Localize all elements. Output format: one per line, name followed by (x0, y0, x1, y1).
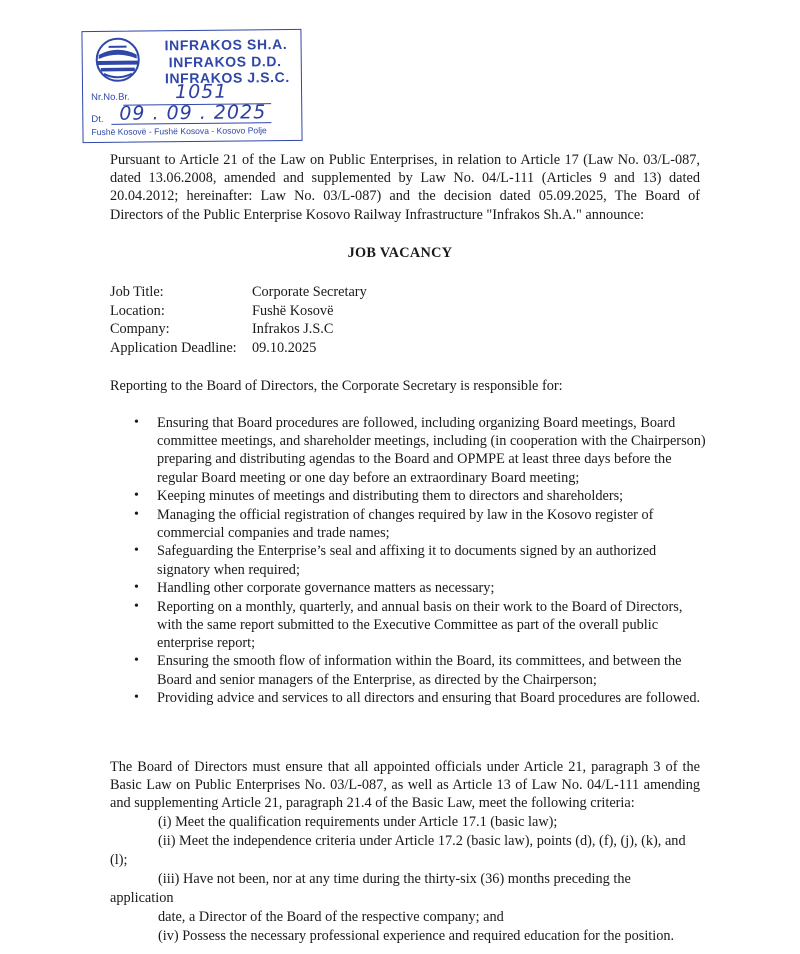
stamp-date-row (91, 114, 103, 125)
stamp-address: Fushë Kosovë - Fushë Kosova - Kosovo Polje (91, 125, 267, 138)
job-details (110, 283, 367, 357)
detail-label: Job Title: (110, 284, 164, 300)
intro-paragraph: Pursuant to Article 21 of the Law on Public Enterprises, in relation to Article 17 (Law No. 03/L-087, dated 13.06.2008, amended and supplemented by Law No. 04/L-111 (Articles 9 and 13) dated 20.04.2012; hereinafter: Law No. 03/L-087) and the decision dated 05.09.2025, The Board of Directors of the Public Enterprise Kosovo Railway Infrastructure "Infrakos Sh.A." announce: (110, 152, 700, 223)
criterion-iii: (iii) Have not been, nor at any time during the thirty-six (36) months preceding the (158, 871, 631, 887)
duty-item: • Ensuring that Board procedures are followed, including organizing Board meetings, Board committee meetings, and shareholder meetings, including (in cooperation with the Chairperson) preparing and distributing agendas to the Board and OPMPE at least three days before the regular Board meeting or one day before an extraordinary Board meeting; (110, 414, 710, 487)
duty-item: • Managing the official registration of changes required by law in the Kosovo register of commercial companies and trade names; (110, 506, 710, 542)
stamp-company-names (164, 36, 289, 87)
criterion-ii: (ii) Meet the independence criteria under Article 17.2 (basic law), points (d), (f), (j), (k), and (158, 833, 686, 849)
company-stamp (81, 29, 302, 143)
criterion-ii-wrap: (l); (110, 852, 128, 868)
stamp-number-row (91, 92, 130, 103)
detail-label: Company: (110, 321, 170, 338)
stamp-name-sq: INFRAKOS SH.A. (164, 36, 288, 54)
stamp-number-value: 1051 (174, 80, 228, 104)
duties-list (110, 414, 710, 708)
duty-item: • Handling other corporate governance matters as necessary; (110, 579, 710, 597)
detail-label: Application Deadline: (110, 339, 237, 356)
criterion-iii-wrap: application (110, 890, 174, 906)
criterion-iv: (iv) Possess the necessary professional experience and required education for the position. (158, 928, 675, 944)
detail-row-location (110, 302, 367, 321)
stamp-date-label: Dt. (91, 113, 104, 126)
duty-item: • Reporting on a monthly, quarterly, and annual basis on their work to the Board of Directors, with the same report submitted to the Executive Committee as part of the overall public enterprise report; (110, 598, 710, 653)
duty-item: • Keeping minutes of meetings and distributing them to directors and shareholders; (110, 487, 710, 505)
detail-value: Fushë Kosovë (252, 302, 334, 319)
detail-row-job-title (110, 283, 367, 302)
criterion-iii-continued: date, a Director of the Board of the respective company; and (158, 909, 504, 925)
detail-value: Corporate Secretary (252, 284, 367, 300)
criterion-i: (i) Meet the qualification requirements under Article 17.1 (basic law); (158, 814, 558, 830)
detail-row-company (110, 320, 367, 339)
detail-value: Infrakos J.S.C (252, 321, 334, 338)
reporting-paragraph: Reporting to the Board of Directors, the Corporate Secretary is responsible for: (110, 378, 563, 394)
stamp-name-en: INFRAKOS J.S.C. (164, 68, 290, 87)
criteria-intro-paragraph: The Board of Directors must ensure that all appointed officials under Article 21, paragraph 3 of the Basic Law on Public Enterprises No. 03/L-087, as well as Article 13 of Law No. 04/L-111 amending and supplementing Article 21, paragraph 21.4 of the Basic Law, meet the following criteria: (110, 759, 700, 812)
duty-item: • Safeguarding the Enterprise’s seal and affixing it to documents signed by an authorized signatory when required; (110, 542, 710, 578)
stamp-date-value: 09 . 09 . 2025 (119, 101, 267, 125)
duty-item: • Ensuring the smooth flow of information within the Board, its committees, and between the Board and senior managers of the Enterprise, as directed by the Chairperson; (110, 652, 710, 688)
infrakos-logo-icon (94, 37, 140, 83)
document-title: JOB VACANCY (347, 245, 453, 261)
detail-row-deadline (110, 339, 367, 358)
duty-item: • Providing advice and services to all directors and ensuring that Board procedures are followed. (110, 689, 710, 707)
stamp-name-sr: INFRAKOS D.D. (168, 52, 282, 70)
detail-label: Location: (110, 302, 165, 319)
detail-value: 09.10.2025 (252, 339, 317, 356)
stamp-number-label: Nr.No.Br. (91, 91, 130, 104)
